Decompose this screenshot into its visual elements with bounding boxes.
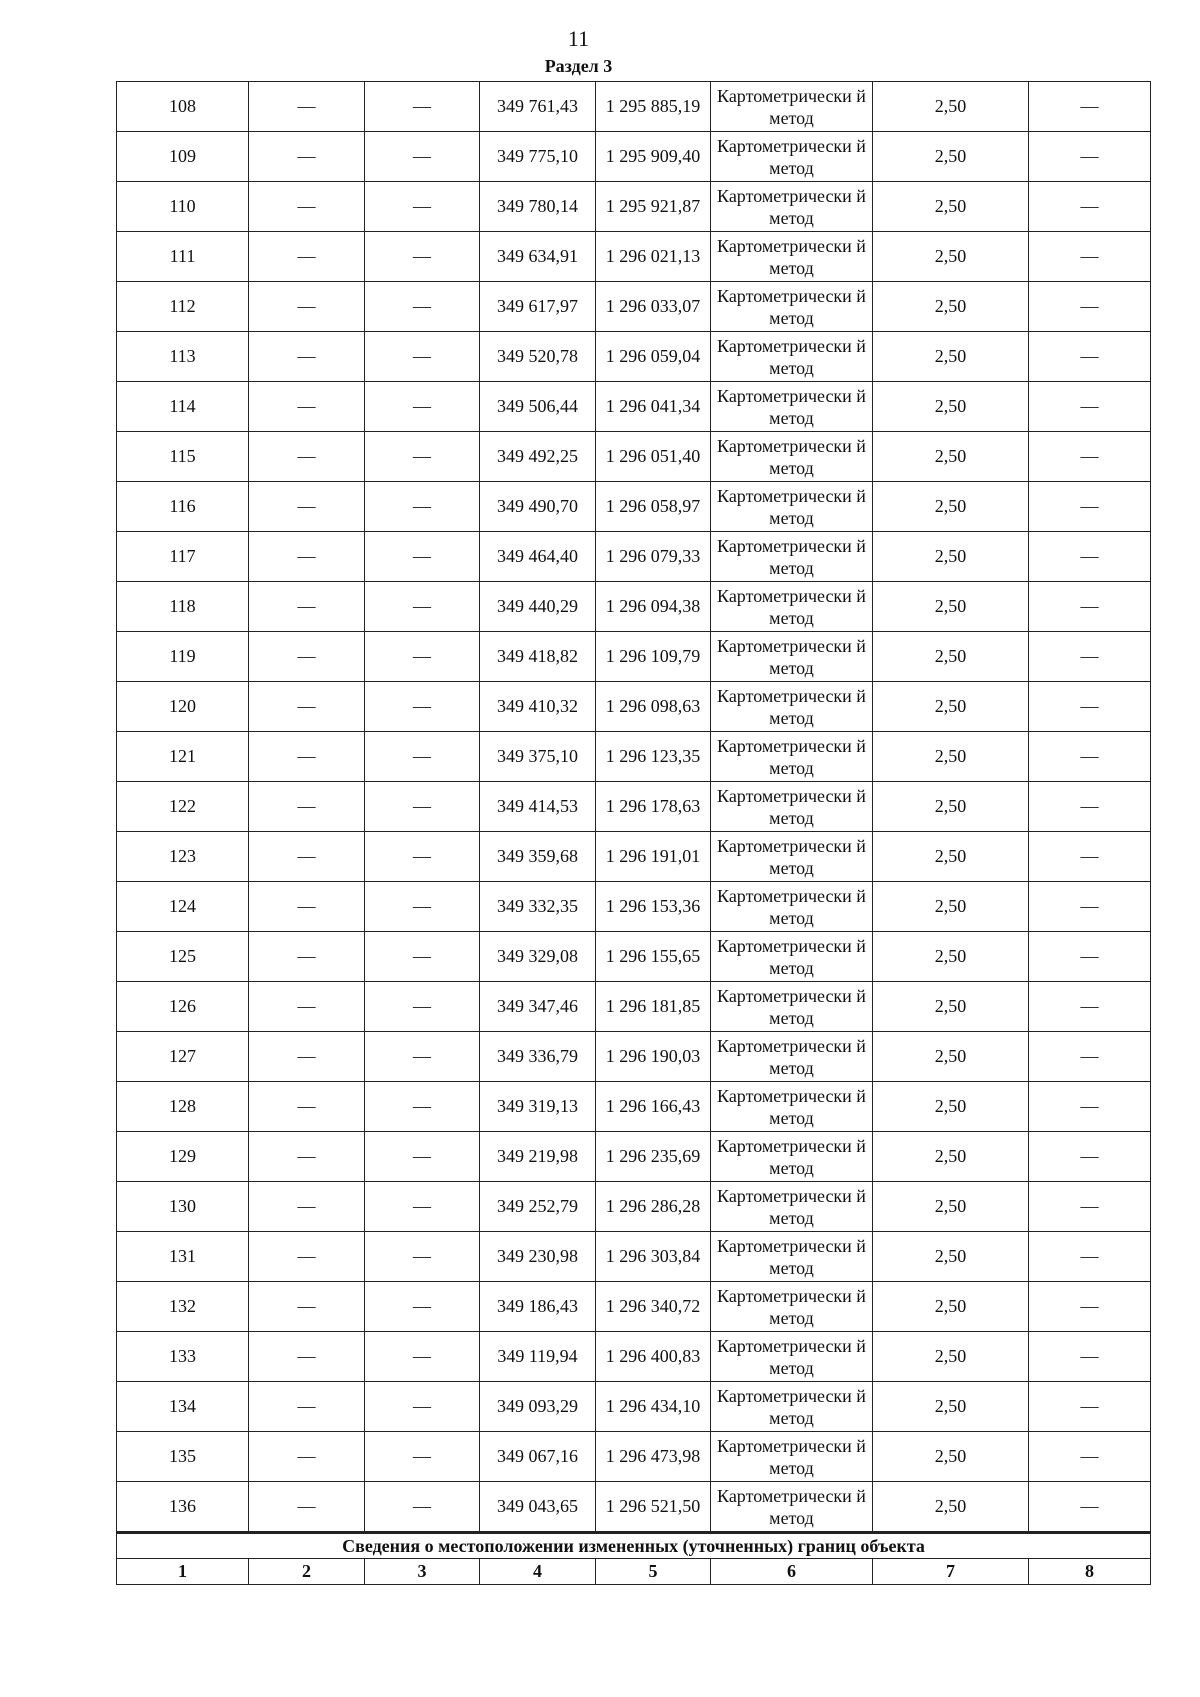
column-number: 3	[365, 1559, 480, 1585]
method-cell: Картометрически й метод	[711, 1482, 873, 1533]
accuracy-cell: 2,50	[873, 932, 1029, 982]
column-2-cell: —	[249, 432, 365, 482]
table-row	[117, 1132, 1151, 1182]
coordinate-x-cell: 349 780,14	[480, 182, 596, 232]
coordinate-x-cell: 349 464,40	[480, 532, 596, 582]
table-row	[117, 1382, 1151, 1432]
column-2-cell: —	[249, 1382, 365, 1432]
coordinate-y-cell: 1 296 286,28	[596, 1182, 711, 1232]
column-3-cell: —	[365, 382, 480, 432]
accuracy-cell: 2,50	[873, 632, 1029, 682]
column-2-cell: —	[249, 1282, 365, 1332]
table-caption-row	[117, 1533, 1151, 1559]
table-row	[117, 1082, 1151, 1132]
coordinate-x-cell: 349 492,25	[480, 432, 596, 482]
column-8-cell: —	[1029, 82, 1151, 132]
method-cell: Картометрически й метод	[711, 932, 873, 982]
point-number-cell: 129	[117, 1132, 249, 1182]
accuracy-cell: 2,50	[873, 832, 1029, 882]
point-number-cell: 114	[117, 382, 249, 432]
column-8-cell: —	[1029, 232, 1151, 282]
coordinate-x-cell: 349 440,29	[480, 582, 596, 632]
coordinate-y-cell: 1 296 079,33	[596, 532, 711, 582]
point-number-cell: 127	[117, 1032, 249, 1082]
coordinate-y-cell: 1 296 190,03	[596, 1032, 711, 1082]
accuracy-cell: 2,50	[873, 182, 1029, 232]
table-row	[117, 932, 1151, 982]
accuracy-cell: 2,50	[873, 1432, 1029, 1482]
column-2-cell: —	[249, 1232, 365, 1282]
column-2-cell: —	[249, 1432, 365, 1482]
column-number: 5	[596, 1559, 711, 1585]
coordinate-x-cell: 349 347,46	[480, 982, 596, 1032]
accuracy-cell: 2,50	[873, 532, 1029, 582]
column-8-cell: —	[1029, 632, 1151, 682]
column-3-cell: —	[365, 82, 480, 132]
point-number-cell: 125	[117, 932, 249, 982]
column-2-cell: —	[249, 582, 365, 632]
column-2-cell: —	[249, 632, 365, 682]
coordinate-y-cell: 1 296 109,79	[596, 632, 711, 682]
point-number-cell: 136	[117, 1482, 249, 1533]
column-8-cell: —	[1029, 532, 1151, 582]
coordinate-y-cell: 1 296 098,63	[596, 682, 711, 732]
coordinate-x-cell: 349 414,53	[480, 782, 596, 832]
coordinates-table-container	[116, 81, 1150, 1585]
coordinate-y-cell: 1 296 235,69	[596, 1132, 711, 1182]
column-2-cell: —	[249, 682, 365, 732]
coordinate-x-cell: 349 230,98	[480, 1232, 596, 1282]
column-3-cell: —	[365, 582, 480, 632]
coordinate-x-cell: 349 375,10	[480, 732, 596, 782]
point-number-cell: 131	[117, 1232, 249, 1282]
column-number: 4	[480, 1559, 596, 1585]
method-cell: Картометрически й метод	[711, 1282, 873, 1332]
column-2-cell: —	[249, 482, 365, 532]
accuracy-cell: 2,50	[873, 482, 1029, 532]
method-cell: Картометрически й метод	[711, 382, 873, 432]
column-3-cell: —	[365, 1432, 480, 1482]
column-3-cell: —	[365, 1232, 480, 1282]
column-3-cell: —	[365, 882, 480, 932]
coordinate-x-cell: 349 332,35	[480, 882, 596, 932]
table-body	[117, 82, 1151, 1533]
point-number-cell: 124	[117, 882, 249, 932]
coordinate-x-cell: 349 634,91	[480, 232, 596, 282]
method-cell: Картометрически й метод	[711, 1232, 873, 1282]
column-3-cell: —	[365, 782, 480, 832]
column-3-cell: —	[365, 982, 480, 1032]
accuracy-cell: 2,50	[873, 1382, 1029, 1432]
point-number-cell: 132	[117, 1282, 249, 1332]
column-number: 1	[117, 1559, 249, 1585]
column-8-cell: —	[1029, 1282, 1151, 1332]
column-3-cell: —	[365, 432, 480, 482]
column-2-cell: —	[249, 1182, 365, 1232]
column-2-cell: —	[249, 732, 365, 782]
method-cell: Картометрически й метод	[711, 782, 873, 832]
accuracy-cell: 2,50	[873, 1282, 1029, 1332]
coordinate-x-cell: 349 319,13	[480, 1082, 596, 1132]
method-cell: Картометрически й метод	[711, 482, 873, 532]
column-3-cell: —	[365, 632, 480, 682]
coordinate-y-cell: 1 296 166,43	[596, 1082, 711, 1132]
column-8-cell: —	[1029, 582, 1151, 632]
accuracy-cell: 2,50	[873, 82, 1029, 132]
point-number-cell: 128	[117, 1082, 249, 1132]
table-row	[117, 1232, 1151, 1282]
point-number-cell: 130	[117, 1182, 249, 1232]
column-8-cell: —	[1029, 1432, 1151, 1482]
column-8-cell: —	[1029, 282, 1151, 332]
column-2-cell: —	[249, 832, 365, 882]
column-number: 8	[1029, 1559, 1151, 1585]
accuracy-cell: 2,50	[873, 282, 1029, 332]
coordinate-y-cell: 1 296 123,35	[596, 732, 711, 782]
coordinate-x-cell: 349 775,10	[480, 132, 596, 182]
coordinate-y-cell: 1 296 191,01	[596, 832, 711, 882]
column-3-cell: —	[365, 482, 480, 532]
column-numbers-row	[117, 1559, 1151, 1585]
column-2-cell: —	[249, 1482, 365, 1533]
accuracy-cell: 2,50	[873, 432, 1029, 482]
accuracy-cell: 2,50	[873, 382, 1029, 432]
method-cell: Картометрически й метод	[711, 682, 873, 732]
column-3-cell: —	[365, 1482, 480, 1533]
column-number: 2	[249, 1559, 365, 1585]
accuracy-cell: 2,50	[873, 332, 1029, 382]
method-cell: Картометрически й метод	[711, 132, 873, 182]
table-row	[117, 382, 1151, 432]
method-cell: Картометрически й метод	[711, 1432, 873, 1482]
table-row	[117, 132, 1151, 182]
coordinate-x-cell: 349 329,08	[480, 932, 596, 982]
table-row	[117, 632, 1151, 682]
coordinate-x-cell: 349 219,98	[480, 1132, 596, 1182]
method-cell: Картометрически й метод	[711, 1132, 873, 1182]
coordinate-y-cell: 1 296 340,72	[596, 1282, 711, 1332]
accuracy-cell: 2,50	[873, 1482, 1029, 1533]
column-8-cell: —	[1029, 682, 1151, 732]
point-number-cell: 121	[117, 732, 249, 782]
method-cell: Картометрически й метод	[711, 82, 873, 132]
coordinates-table	[116, 81, 1151, 1585]
method-cell: Картометрически й метод	[711, 232, 873, 282]
coordinate-x-cell: 349 067,16	[480, 1432, 596, 1482]
column-2-cell: —	[249, 132, 365, 182]
column-8-cell: —	[1029, 832, 1151, 882]
column-2-cell: —	[249, 1032, 365, 1082]
column-3-cell: —	[365, 932, 480, 982]
page-number: 11	[567, 26, 590, 51]
column-2-cell: —	[249, 1132, 365, 1182]
method-cell: Картометрически й метод	[711, 732, 873, 782]
point-number-cell: 133	[117, 1332, 249, 1382]
point-number-cell: 123	[117, 832, 249, 882]
coordinate-x-cell: 349 418,82	[480, 632, 596, 682]
column-2-cell: —	[249, 982, 365, 1032]
column-8-cell: —	[1029, 182, 1151, 232]
column-3-cell: —	[365, 1332, 480, 1382]
coordinate-x-cell: 349 520,78	[480, 332, 596, 382]
column-8-cell: —	[1029, 1232, 1151, 1282]
accuracy-cell: 2,50	[873, 1232, 1029, 1282]
table-row	[117, 1032, 1151, 1082]
column-8-cell: —	[1029, 432, 1151, 482]
accuracy-cell: 2,50	[873, 982, 1029, 1032]
column-8-cell: —	[1029, 132, 1151, 182]
method-cell: Картометрически й метод	[711, 882, 873, 932]
coordinate-y-cell: 1 296 178,63	[596, 782, 711, 832]
coordinate-y-cell: 1 296 473,98	[596, 1432, 711, 1482]
column-2-cell: —	[249, 782, 365, 832]
table-row	[117, 282, 1151, 332]
column-8-cell: —	[1029, 932, 1151, 982]
column-8-cell: —	[1029, 982, 1151, 1032]
column-3-cell: —	[365, 1182, 480, 1232]
column-3-cell: —	[365, 132, 480, 182]
column-2-cell: —	[249, 932, 365, 982]
point-number-cell: 117	[117, 532, 249, 582]
point-number-cell: 113	[117, 332, 249, 382]
column-number: 7	[873, 1559, 1029, 1585]
accuracy-cell: 2,50	[873, 1332, 1029, 1382]
point-number-cell: 122	[117, 782, 249, 832]
column-2-cell: —	[249, 332, 365, 382]
point-number-cell: 118	[117, 582, 249, 632]
column-3-cell: —	[365, 832, 480, 882]
coordinate-y-cell: 1 296 153,36	[596, 882, 711, 932]
column-2-cell: —	[249, 232, 365, 282]
table-row	[117, 982, 1151, 1032]
column-8-cell: —	[1029, 882, 1151, 932]
table-row	[117, 532, 1151, 582]
coordinate-y-cell: 1 295 909,40	[596, 132, 711, 182]
coordinate-y-cell: 1 295 921,87	[596, 182, 711, 232]
column-8-cell: —	[1029, 382, 1151, 432]
method-cell: Картометрически й метод	[711, 282, 873, 332]
column-2-cell: —	[249, 82, 365, 132]
method-cell: Картометрически й метод	[711, 832, 873, 882]
method-cell: Картометрически й метод	[711, 1082, 873, 1132]
coordinate-y-cell: 1 296 400,83	[596, 1332, 711, 1382]
table-row	[117, 82, 1151, 132]
column-3-cell: —	[365, 232, 480, 282]
coordinate-y-cell: 1 296 155,65	[596, 932, 711, 982]
column-8-cell: —	[1029, 332, 1151, 382]
coordinate-x-cell: 349 506,44	[480, 382, 596, 432]
coordinate-y-cell: 1 296 033,07	[596, 282, 711, 332]
coordinate-y-cell: 1 296 058,97	[596, 482, 711, 532]
coordinate-x-cell: 349 617,97	[480, 282, 596, 332]
column-3-cell: —	[365, 532, 480, 582]
column-8-cell: —	[1029, 1182, 1151, 1232]
section-title: Раздел 3	[544, 56, 613, 76]
method-cell: Картометрически й метод	[711, 1382, 873, 1432]
column-number: 6	[711, 1559, 873, 1585]
coordinate-y-cell: 1 296 181,85	[596, 982, 711, 1032]
coordinate-x-cell: 349 336,79	[480, 1032, 596, 1082]
table-row	[117, 332, 1151, 382]
coordinate-y-cell: 1 296 041,34	[596, 382, 711, 432]
column-3-cell: —	[365, 1132, 480, 1182]
point-number-cell: 119	[117, 632, 249, 682]
point-number-cell: 112	[117, 282, 249, 332]
coordinate-x-cell: 349 410,32	[480, 682, 596, 732]
point-number-cell: 108	[117, 82, 249, 132]
accuracy-cell: 2,50	[873, 882, 1029, 932]
table-row	[117, 1482, 1151, 1533]
method-cell: Картометрически й метод	[711, 532, 873, 582]
coordinate-y-cell: 1 296 021,13	[596, 232, 711, 282]
coordinate-y-cell: 1 296 051,40	[596, 432, 711, 482]
coordinate-x-cell: 349 761,43	[480, 82, 596, 132]
column-3-cell: —	[365, 282, 480, 332]
table-row	[117, 182, 1151, 232]
coordinate-y-cell: 1 296 521,50	[596, 1482, 711, 1533]
accuracy-cell: 2,50	[873, 132, 1029, 182]
method-cell: Картометрически й метод	[711, 1032, 873, 1082]
table-row	[117, 482, 1151, 532]
table-row	[117, 1332, 1151, 1382]
coordinate-y-cell: 1 296 303,84	[596, 1232, 711, 1282]
table-row	[117, 832, 1151, 882]
coordinate-x-cell: 349 252,79	[480, 1182, 596, 1232]
column-8-cell: —	[1029, 1482, 1151, 1533]
table-row	[117, 232, 1151, 282]
method-cell: Картометрически й метод	[711, 1332, 873, 1382]
method-cell: Картометрически й метод	[711, 1182, 873, 1232]
table-caption: Сведения о местоположении измененных (уточненных) границ объекта	[117, 1533, 1151, 1559]
accuracy-cell: 2,50	[873, 782, 1029, 832]
column-2-cell: —	[249, 1332, 365, 1382]
accuracy-cell: 2,50	[873, 732, 1029, 782]
point-number-cell: 115	[117, 432, 249, 482]
column-8-cell: —	[1029, 782, 1151, 832]
method-cell: Картометрически й метод	[711, 582, 873, 632]
table-row	[117, 732, 1151, 782]
method-cell: Картометрически й метод	[711, 182, 873, 232]
column-8-cell: —	[1029, 482, 1151, 532]
coordinate-y-cell: 1 295 885,19	[596, 82, 711, 132]
accuracy-cell: 2,50	[873, 1182, 1029, 1232]
coordinate-y-cell: 1 296 059,04	[596, 332, 711, 382]
coordinate-x-cell: 349 359,68	[480, 832, 596, 882]
column-8-cell: —	[1029, 732, 1151, 782]
column-3-cell: —	[365, 732, 480, 782]
coordinate-y-cell: 1 296 434,10	[596, 1382, 711, 1432]
table-row	[117, 432, 1151, 482]
table-row	[117, 682, 1151, 732]
table-row	[117, 582, 1151, 632]
accuracy-cell: 2,50	[873, 682, 1029, 732]
table-row	[117, 1182, 1151, 1232]
column-8-cell: —	[1029, 1082, 1151, 1132]
column-8-cell: —	[1029, 1132, 1151, 1182]
point-number-cell: 116	[117, 482, 249, 532]
accuracy-cell: 2,50	[873, 582, 1029, 632]
point-number-cell: 111	[117, 232, 249, 282]
column-3-cell: —	[365, 182, 480, 232]
column-8-cell: —	[1029, 1032, 1151, 1082]
column-2-cell: —	[249, 532, 365, 582]
coordinate-y-cell: 1 296 094,38	[596, 582, 711, 632]
column-3-cell: —	[365, 1032, 480, 1082]
table-row	[117, 1282, 1151, 1332]
table-row	[117, 882, 1151, 932]
column-8-cell: —	[1029, 1332, 1151, 1382]
column-3-cell: —	[365, 332, 480, 382]
method-cell: Картометрически й метод	[711, 332, 873, 382]
point-number-cell: 110	[117, 182, 249, 232]
column-3-cell: —	[365, 682, 480, 732]
point-number-cell: 135	[117, 1432, 249, 1482]
coordinate-x-cell: 349 490,70	[480, 482, 596, 532]
column-2-cell: —	[249, 282, 365, 332]
coordinate-x-cell: 349 119,94	[480, 1332, 596, 1382]
accuracy-cell: 2,50	[873, 1032, 1029, 1082]
table-row	[117, 782, 1151, 832]
coordinate-x-cell: 349 043,65	[480, 1482, 596, 1533]
column-3-cell: —	[365, 1282, 480, 1332]
accuracy-cell: 2,50	[873, 1132, 1029, 1182]
column-2-cell: —	[249, 182, 365, 232]
accuracy-cell: 2,50	[873, 232, 1029, 282]
method-cell: Картометрически й метод	[711, 432, 873, 482]
column-2-cell: —	[249, 882, 365, 932]
coordinate-x-cell: 349 093,29	[480, 1382, 596, 1432]
point-number-cell: 120	[117, 682, 249, 732]
method-cell: Картометрически й метод	[711, 982, 873, 1032]
column-3-cell: —	[365, 1382, 480, 1432]
coordinate-x-cell: 349 186,43	[480, 1282, 596, 1332]
column-8-cell: —	[1029, 1382, 1151, 1432]
point-number-cell: 134	[117, 1382, 249, 1432]
accuracy-cell: 2,50	[873, 1082, 1029, 1132]
column-2-cell: —	[249, 1082, 365, 1132]
table-row	[117, 1432, 1151, 1482]
point-number-cell: 109	[117, 132, 249, 182]
point-number-cell: 126	[117, 982, 249, 1032]
column-2-cell: —	[249, 382, 365, 432]
method-cell: Картометрически й метод	[711, 632, 873, 682]
column-3-cell: —	[365, 1082, 480, 1132]
